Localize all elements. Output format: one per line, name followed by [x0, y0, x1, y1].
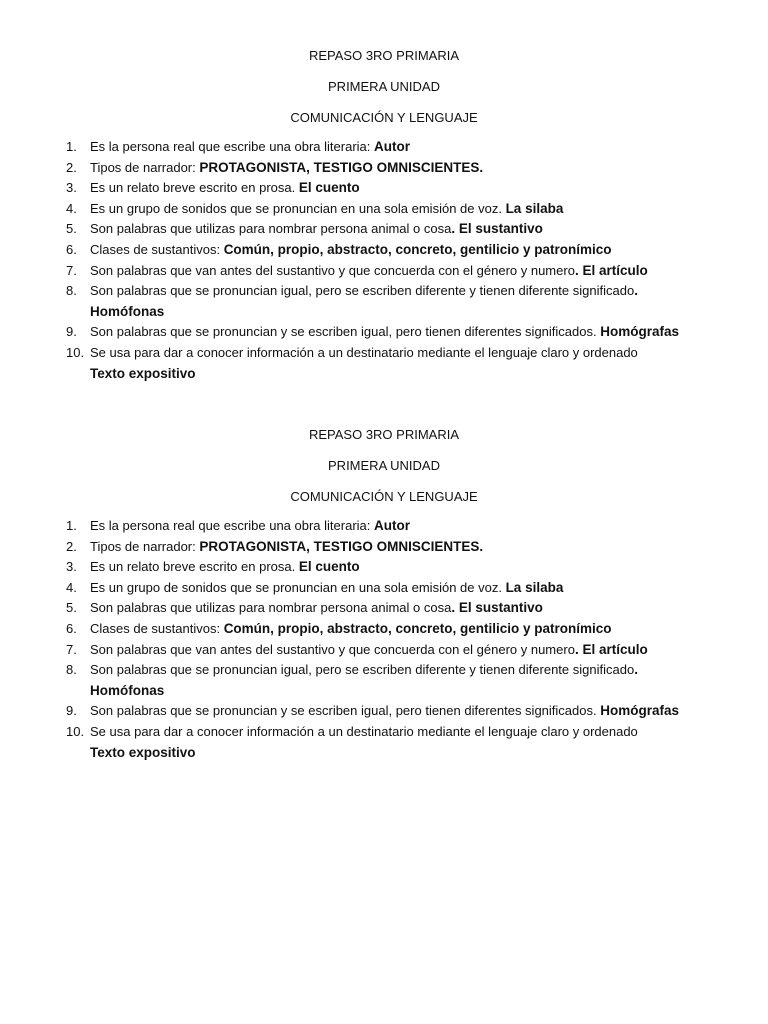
question-item-3 [0, 178, 768, 199]
question-text: Es un relato breve escrito en prosa. [90, 180, 299, 196]
question-answer: El cuento [298, 559, 360, 575]
question-answer: . [634, 283, 638, 299]
question-item-7 [0, 261, 768, 282]
question-number: 3. [66, 559, 77, 575]
question-number: 9. [66, 703, 77, 719]
section-title: REPASO 3RO PRIMARIA [308, 427, 459, 442]
question-answer-wrapped: Homófonas [90, 682, 165, 698]
question-text: Se usa para dar a conocer información a un destinatario mediante el lenguaje claro y ordenado [90, 723, 638, 739]
question-item-5 [0, 219, 768, 240]
question-item-10 [0, 722, 768, 763]
question-answer: . El artículo [574, 262, 648, 278]
question-text: Son palabras que se pronuncian y se escriben igual, pero tienen diferentes significados. [90, 324, 601, 340]
question-answer: Autor [374, 518, 410, 533]
question-number: 10. [66, 344, 85, 360]
question-number: 2. [66, 538, 77, 554]
question-number: 5. [66, 600, 77, 616]
review-section-1 [0, 46, 768, 384]
question-item-6 [0, 619, 768, 640]
question-number: 1. [66, 139, 77, 154]
question-text: Son palabras que se pronuncian y se escriben igual, pero tienen diferentes significados. [90, 703, 601, 719]
question-text: Tipos de narrador: [90, 159, 200, 175]
question-text: Clases de sustantivos: [90, 241, 224, 257]
section-subtitle: PRIMERA UNIDAD [328, 458, 440, 473]
question-number: 6. [66, 620, 77, 636]
question-answer: La silaba [505, 200, 564, 216]
question-answer: La silaba [505, 579, 564, 595]
question-text: Es un relato breve escrito en prosa. [90, 559, 299, 575]
question-answer: . El sustantivo [451, 600, 543, 616]
question-text: Son palabras que utilizas para nombrar persona animal o cosa [90, 600, 452, 616]
question-item-8 [0, 660, 768, 701]
question-item-9 [0, 322, 768, 343]
question-answer: El cuento [298, 180, 360, 196]
question-list [0, 137, 768, 384]
question-item-10 [0, 343, 768, 384]
question-answer: Común, propio, abstracto, concreto, gentilicio y patronímico [223, 620, 612, 636]
question-answer: Autor [374, 139, 410, 154]
question-number: 7. [66, 262, 77, 278]
question-item-8 [0, 281, 768, 322]
question-number: 1. [66, 518, 77, 533]
question-answer: Homógrafas [600, 324, 679, 340]
section-subject: COMUNICACIÓN Y LENGUAJE [290, 110, 478, 125]
question-item-7 [0, 640, 768, 661]
question-list [0, 516, 768, 763]
question-text: Son palabras que utilizas para nombrar persona animal o cosa [90, 221, 452, 237]
question-item-4 [0, 578, 768, 599]
question-text: Tipos de narrador: [90, 538, 200, 554]
question-text: Se usa para dar a conocer información a un destinatario mediante el lenguaje claro y ordenado [90, 344, 638, 360]
question-number: 8. [66, 283, 77, 299]
section-subject: COMUNICACIÓN Y LENGUAJE [290, 489, 478, 504]
question-answer-wrapped: Texto expositivo [90, 744, 196, 760]
question-answer: . [634, 662, 638, 678]
question-number: 4. [66, 200, 77, 216]
question-number: 8. [66, 662, 77, 678]
question-item-6 [0, 240, 768, 261]
question-number: 6. [66, 241, 77, 257]
question-answer: Homógrafas [600, 703, 679, 719]
question-number: 3. [66, 180, 77, 196]
question-number: 10. [66, 723, 85, 739]
question-item-2 [0, 158, 768, 179]
question-number: 5. [66, 221, 77, 237]
question-text: Es un grupo de sonidos que se pronuncian en una sola emisión de voz. [90, 579, 506, 595]
review-section-2 [0, 425, 768, 763]
question-text: Es la persona real que escribe una obra literaria: [90, 518, 374, 533]
question-answer: PROTAGONISTA, TESTIGO OMNISCIENTES. [199, 159, 484, 175]
question-text: Es la persona real que escribe una obra literaria: [90, 139, 374, 154]
section-subtitle: PRIMERA UNIDAD [328, 79, 440, 94]
question-item-4 [0, 199, 768, 220]
question-number: 9. [66, 324, 77, 340]
question-answer: . El sustantivo [451, 221, 543, 237]
question-answer: Común, propio, abstracto, concreto, gentilicio y patronímico [223, 241, 612, 257]
question-text: Son palabras que van antes del sustantivo y que concuerda con el género y numero [90, 262, 575, 278]
question-item-5 [0, 598, 768, 619]
question-text: Clases de sustantivos: [90, 620, 224, 636]
question-answer: PROTAGONISTA, TESTIGO OMNISCIENTES. [199, 538, 484, 554]
question-item-9 [0, 701, 768, 722]
question-number: 2. [66, 159, 77, 175]
question-number: 4. [66, 579, 77, 595]
question-answer: . El artículo [574, 641, 648, 657]
question-item-1 [0, 516, 768, 537]
question-number: 7. [66, 641, 77, 657]
question-text: Son palabras que se pronuncian igual, pero se escriben diferente y tienen diferente significado [90, 662, 635, 678]
question-answer-wrapped: Homófonas [90, 303, 165, 319]
question-text: Son palabras que van antes del sustantivo y que concuerda con el género y numero [90, 641, 575, 657]
question-text: Es un grupo de sonidos que se pronuncian en una sola emisión de voz. [90, 200, 506, 216]
question-item-1 [0, 137, 768, 158]
question-answer-wrapped: Texto expositivo [90, 365, 196, 381]
section-title: REPASO 3RO PRIMARIA [308, 48, 459, 63]
question-text: Son palabras que se pronuncian igual, pero se escriben diferente y tienen diferente significado [90, 283, 635, 299]
question-item-2 [0, 537, 768, 558]
question-item-3 [0, 557, 768, 578]
